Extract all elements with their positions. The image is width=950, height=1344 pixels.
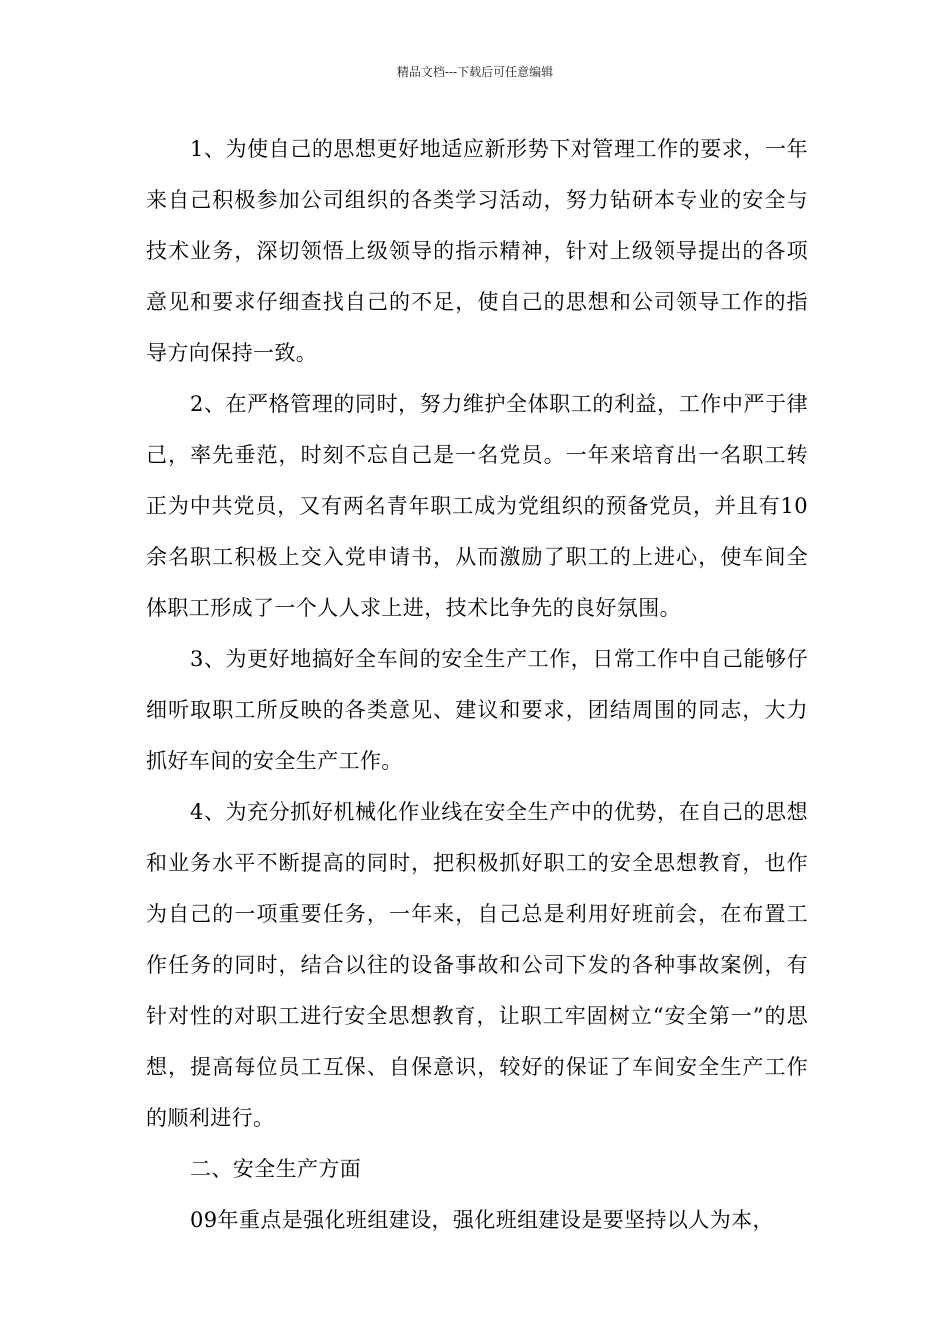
section-heading: 二、安全生产方面 <box>190 1157 362 1181</box>
document-body <box>146 124 808 1246</box>
paragraph-5: 09年重点是强化班组建设，强化班组建设是要坚持以人为本， <box>190 1208 774 1232</box>
paragraph-2: 2、在严格管理的同时，努力维护全体职工的利益，工作中严于律己，率先垂范，时刻不忘自己是一名党员。一年来培育出一名职工转正为中共党员，又有两名青年职工成为党组织的预备党员，并且有10余名职工积极上交入党申请书，从而激励了职工的上进心，使车间全体职工形成了一个人人求上进，技术比争先的良好氛围。 <box>146 392 808 620</box>
paragraph-4: 4、为充分抓好机械化作业线在安全生产中的优势，在自己的思想和业务水平不断提高的同时，把积极抓好职工的安全思想教育，也作为自己的一项重要任务，一年来，自己总是利用好班前会，在布置工作任务的同时，结合以往的设备事故和公司下发的各种事故案例，有针对性的对职工进行安全思想教育，让职工牢固树立“安全第一”的思想，提高每位员工互保、自保意识，较好的保证了车间安全生产工作的顺利进行。 <box>146 800 808 1130</box>
paragraph-3: 3、为更好地搞好全车间的安全生产工作，日常工作中自己能够仔细听取职工所反映的各类意见、建议和要求，团结周围的同志，大力抓好车间的安全生产工作。 <box>146 647 808 773</box>
page-header: 精品文档---下载后可任意编辑 <box>396 65 554 79</box>
paragraph-1: 1、为使自己的思想更好地适应新形势下对管理工作的要求，一年来自己积极参加公司组织的各类学习活动，努力钻研本专业的安全与技术业务，深切领悟上级领导的指示精神，针对上级领导提出的各项意见和要求仔细查找自己的不足，使自己的思想和公司领导工作的指导方向保持一致。 <box>146 137 808 365</box>
